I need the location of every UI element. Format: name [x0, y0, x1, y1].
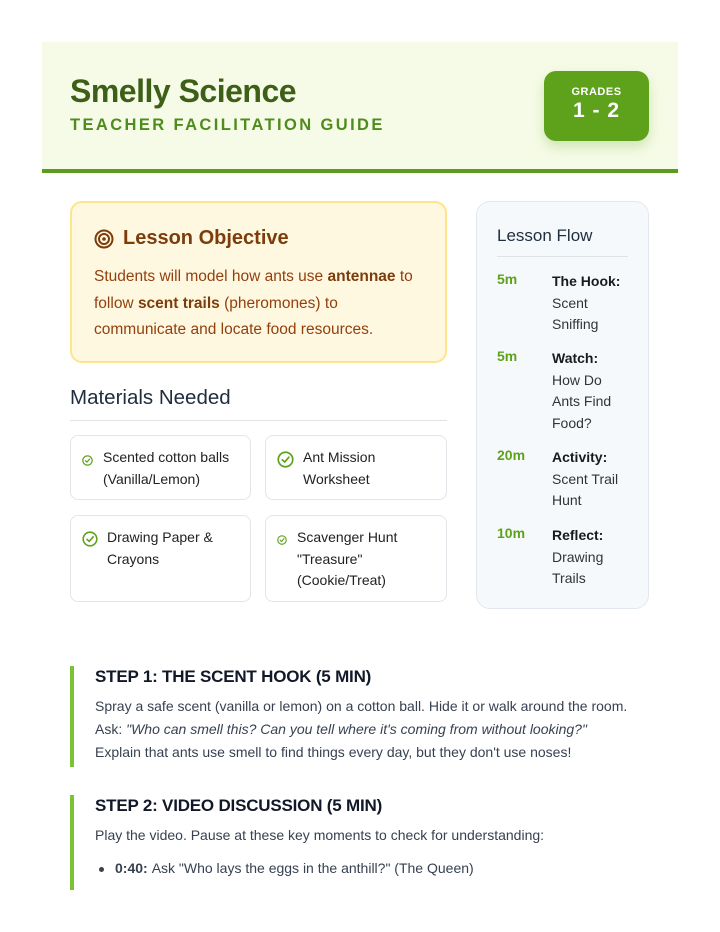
material-label [303, 447, 375, 490]
objective-heading [94, 227, 289, 250]
material-item [70, 515, 251, 602]
material-item [265, 435, 447, 500]
flow-desc: How Do Ants Find Food? [552, 371, 612, 431]
step-2-body [95, 824, 650, 847]
material-label-line: Ant Mission [303, 449, 376, 465]
flow-label: Activity: [552, 449, 608, 465]
objective-keyword-scent-trails: scent trails [137, 294, 220, 312]
objective-keyword-antennae: antennae [327, 268, 396, 285]
materials-divider [70, 420, 447, 421]
objective-title: Lesson Objective [123, 227, 289, 249]
step-2-section [70, 795, 650, 890]
material-label-line: Drawing Paper & [107, 529, 213, 545]
material-label-line: Crayons [107, 550, 160, 567]
grades-badge [544, 71, 649, 141]
flow-time: 10m [497, 525, 526, 541]
step-1-body [95, 695, 650, 764]
step-1-line: Spray a safe scent (vanilla or lemon) on a cotton ball. Hide it or walk around the room. [95, 698, 628, 714]
material-item [265, 515, 447, 602]
step-1-title: STEP 1: THE SCENT HOOK (5 MIN) [95, 667, 372, 686]
check-circle-icon [82, 455, 93, 466]
check-circle-icon [277, 451, 294, 468]
step-2-line: Play the video. Pause at these key moments to check for understanding: [95, 827, 545, 843]
flow-time: 20m [497, 447, 526, 463]
bullet-time: 0:40: [115, 860, 148, 876]
flow-description [552, 271, 632, 336]
page-subtitle: TEACHER FACILITATION GUIDE [70, 116, 385, 134]
material-label-line: Scented cotton balls [103, 449, 230, 465]
material-label [107, 527, 213, 570]
material-label [297, 527, 397, 592]
step-2-bullet [95, 860, 650, 876]
check-circle-icon [82, 531, 98, 547]
material-label-line: (Cookie/Treat) [297, 572, 386, 588]
flow-time: 5m [497, 271, 518, 287]
header-banner [42, 42, 678, 173]
bullet-dot [99, 867, 104, 872]
objective-text-part: (pheromones) to communicate and locate food resources. [94, 294, 374, 338]
flow-label: Reflect: [552, 527, 604, 543]
lesson-flow-title: Lesson Flow [497, 226, 593, 245]
objective-text-part: to follow [94, 268, 413, 312]
flow-desc: Drawing Trails [552, 548, 604, 586]
step-2-title: STEP 2: VIDEO DISCUSSION (5 MIN) [95, 796, 383, 815]
step-1-line [95, 718, 650, 741]
step-1-ask-prefix: Ask: [95, 721, 127, 737]
lesson-flow-divider [497, 256, 628, 257]
objective-text-part: Students will model how ants use [94, 268, 328, 285]
objective-text [94, 264, 434, 344]
flow-desc: Scent Sniffing [552, 294, 599, 332]
step-1-ask-quote: "Who can smell this? Can you tell where it's coming from without looking?" [126, 721, 587, 737]
material-label-line: Scavenger Hunt [297, 529, 398, 545]
material-label-line: (Vanilla/Lemon) [103, 470, 201, 487]
grades-value: 1 - 2 [572, 99, 621, 122]
lesson-objective-card [70, 201, 447, 363]
flow-label: Watch: [552, 350, 599, 366]
grades-label: GRADES [571, 86, 622, 98]
material-label-line: Worksheet [303, 470, 370, 487]
target-icon [94, 229, 114, 249]
flow-time: 5m [497, 348, 518, 364]
materials-title: Materials Needed [70, 386, 231, 409]
bullet-text: Ask "Who lays the eggs in the anthill?" (The Queen) [151, 860, 474, 876]
flow-label: The Hook: [552, 273, 621, 289]
material-item [70, 435, 251, 500]
flow-description [552, 525, 618, 590]
step-1-section [70, 666, 650, 767]
lesson-flow-panel [476, 201, 649, 609]
check-circle-icon [277, 535, 287, 545]
page-title: Smelly Science [70, 73, 297, 109]
material-label [103, 447, 229, 490]
material-label-line: "Treasure" [297, 550, 363, 567]
flow-desc: Scent Trail Hunt [552, 470, 619, 508]
step-1-line: Explain that ants use smell to find things every day, but they don't use noses! [95, 744, 572, 760]
flow-description [552, 348, 622, 434]
flow-description [552, 447, 627, 512]
